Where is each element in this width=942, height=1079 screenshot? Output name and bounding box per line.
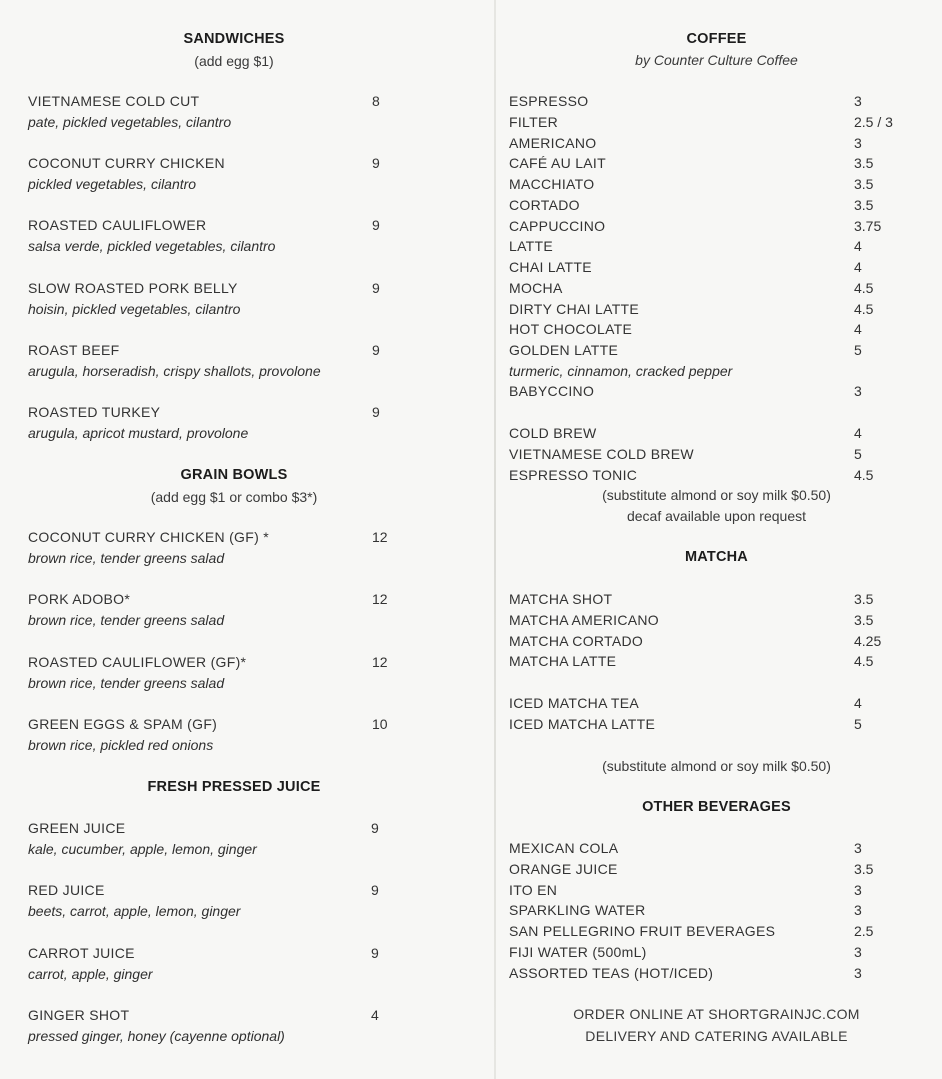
menu-item-price: 9 (372, 217, 380, 234)
menu-item-name: COCONUT CURRY CHICKEN (28, 155, 225, 172)
menu-item-name: MATCHA LATTE (509, 653, 617, 670)
menu-item-name: DIRTY CHAI LATTE (509, 300, 640, 317)
menu-item-name: ROASTED TURKEY (28, 404, 161, 420)
menu-item-price: 3.5 (854, 611, 874, 628)
menu-item-price: 4 (854, 259, 862, 275)
menu-item-name: AMERICANO (509, 134, 597, 151)
menu-item-name: FIJI WATER (500mL) (509, 943, 647, 960)
menu-item-name: ROAST BEEF (28, 341, 120, 358)
menu-item-price: 9 (372, 404, 380, 420)
menu-item-price: 3 (854, 93, 862, 109)
menu-item-price: 5 (854, 715, 862, 732)
menu-item-price: 4.5 (854, 279, 874, 296)
menu-item-name: ESPRESSO TONIC (509, 466, 638, 483)
matcha-heading: MATCHA (685, 549, 748, 565)
menu-item-price: 4.5 (854, 653, 874, 670)
menu-item-name: MACCHIATO (509, 176, 595, 192)
menu-item-description: brown rice, tender greens salad (28, 550, 225, 566)
menu-item-price: 5 (854, 342, 862, 358)
menu-item-description: brown rice, tender greens salad (28, 674, 225, 691)
menu-item-price: 3 (854, 840, 862, 856)
menu-item-description: kale, cucumber, apple, lemon, ginger (28, 841, 257, 857)
menu-item-description: arugula, apricot mustard, provolone (28, 425, 249, 441)
sandwiches-heading: SANDWICHES (183, 31, 285, 47)
menu-item-price: 3.75 (854, 217, 882, 234)
menu-item-price: 4 (854, 425, 862, 441)
menu-item-price: 2.5 (854, 923, 874, 939)
menu-item-price: 9 (371, 820, 379, 836)
menu-item-name: COLD BREW (509, 425, 597, 441)
menu-item-description: hoisin, pickled vegetables, cilantro (28, 300, 241, 317)
menu-item-name: SAN PELLEGRINO FRUIT BEVERAGES (509, 923, 776, 939)
menu-item-name: CAFÉ AU LAIT (509, 155, 606, 172)
coffee-subtitle: by Counter Culture Coffee (635, 52, 798, 68)
menu-item-description: pressed ginger, honey (cayenne optional) (28, 1027, 285, 1044)
menu-item-price: 12 (372, 653, 388, 670)
menu-item-price: 10 (372, 715, 388, 732)
menu-item-price: 9 (372, 341, 380, 358)
menu-item-price: 3 (854, 134, 862, 151)
menu-item-price: 4 (854, 321, 862, 338)
coffee-milk-note: (substitute almond or soy milk $0.50) (602, 487, 831, 503)
grain-bowls-heading: GRAIN BOWLS (180, 467, 288, 483)
menu-item-description: carrot, apple, ginger (28, 965, 153, 982)
menu-item-name: BABYCCINO (509, 383, 595, 399)
menu-item-price: 9 (371, 944, 379, 961)
menu-item-name: VIETNAMESE COLD CUT (28, 93, 200, 109)
menu-item-name: SPARKLING WATER (509, 902, 646, 919)
menu-item-price: 8 (372, 93, 380, 109)
menu-item-name: ORANGE JUICE (509, 860, 618, 877)
menu-item-description: pate, pickled vegetables, cilantro (28, 114, 232, 130)
menu-item-price: 12 (372, 529, 388, 545)
menu-item-description: beets, carrot, apple, lemon, ginger (28, 903, 241, 920)
menu-item-description: salsa verde, pickled vegetables, cilantro (28, 238, 276, 255)
other-beverages-heading: OTHER BEVERAGES (642, 799, 791, 815)
menu-item-price: 3.5 (854, 196, 874, 213)
menu-item-price: 4.5 (854, 300, 874, 317)
menu-item-price: 3 (854, 881, 862, 898)
menu-item-name: CORTADO (509, 196, 580, 213)
menu-item-name: ITO EN (509, 881, 558, 898)
menu-item-name: COCONUT CURRY CHICKEN (GF) * (28, 529, 269, 545)
menu-item-price: 4 (371, 1006, 379, 1023)
menu-item-name: ICED MATCHA TEA (509, 695, 640, 711)
menu-item-name: MATCHA CORTADO (509, 632, 644, 649)
menu-item-name: MATCHA SHOT (509, 591, 613, 607)
menu-item-description: brown rice, pickled red onions (28, 736, 214, 753)
menu-item-name: VIETNAMESE COLD BREW (509, 445, 694, 462)
menu-item-description: brown rice, tender greens salad (28, 612, 225, 629)
order-online-line: ORDER ONLINE AT SHORTGRAINJC.COM (573, 1006, 860, 1022)
menu-item-description: arugula, horseradish, crispy shallots, provolone (28, 362, 321, 379)
menu-item-name: GOLDEN LATTE (509, 342, 619, 358)
menu-item-name: RED JUICE (28, 882, 105, 899)
menu-item-name: MOCHA (509, 279, 563, 296)
menu-item-price: 3 (854, 943, 862, 960)
menu-item-price: 4 (854, 238, 862, 255)
coffee-heading: COFFEE (686, 31, 747, 47)
matcha-milk-note: (substitute almond or soy milk $0.50) (602, 758, 831, 774)
page-fold (494, 0, 496, 1079)
menu-item-price: 4.5 (854, 466, 874, 483)
menu-item-name: LATTE (509, 238, 554, 255)
menu-item-price: 9 (372, 279, 380, 296)
menu-item-price: 9 (372, 155, 380, 172)
menu-item-name: GINGER SHOT (28, 1006, 130, 1023)
menu-item-price: 3 (854, 964, 862, 981)
menu-item-name: ICED MATCHA LATTE (509, 715, 656, 732)
menu-item-name: CARROT JUICE (28, 944, 135, 961)
delivery-catering-line: DELIVERY AND CATERING AVAILABLE (585, 1028, 848, 1044)
menu-item-name: GREEN JUICE (28, 820, 126, 836)
menu-item-description: pickled vegetables, cilantro (28, 176, 197, 193)
menu-item-price: 2.5 / 3 (854, 113, 893, 130)
menu-item-price: 3.5 (854, 155, 874, 172)
menu-item-price: 4 (854, 695, 862, 711)
menu-item-price: 3.5 (854, 591, 874, 607)
golden-latte-desc: turmeric, cinnamon, cracked pepper (509, 363, 733, 379)
menu-item-name: CAPPUCCINO (509, 217, 606, 234)
menu-item-name: MATCHA AMERICANO (509, 611, 660, 628)
menu-item-price: 3 (854, 902, 862, 919)
menu-item-name: FILTER (509, 113, 558, 130)
menu-item-name: HOT CHOCOLATE (509, 321, 633, 338)
sandwiches-note: (add egg $1) (194, 53, 274, 69)
menu-item-name: CHAI LATTE (509, 259, 592, 275)
grain-bowls-note: (add egg $1 or combo $3*) (150, 489, 318, 505)
menu-item-name: SLOW ROASTED PORK BELLY (28, 279, 238, 296)
decaf-note: decaf available upon request (626, 508, 807, 524)
menu-item-name: MEXICAN COLA (509, 840, 619, 856)
menu-item-name: PORK ADOBO* (28, 591, 131, 608)
menu-item-name: ESPRESSO (509, 93, 589, 109)
menu-item-name: ROASTED CAULIFLOWER (GF)* (28, 653, 247, 670)
juice-heading: FRESH PRESSED JUICE (147, 779, 321, 795)
menu-item-price: 9 (371, 882, 379, 899)
menu-item-price: 3.5 (854, 176, 874, 192)
menu-item-price: 3.5 (854, 860, 874, 877)
menu-item-name: GREEN EGGS & SPAM (GF) (28, 715, 218, 732)
menu-item-price: 4.25 (854, 632, 882, 649)
menu-item-price: 5 (854, 445, 862, 462)
menu-item-price: 12 (372, 591, 388, 608)
menu-item-name: ASSORTED TEAS (HOT/ICED) (509, 964, 714, 981)
menu-item-name: ROASTED CAULIFLOWER (28, 217, 207, 234)
menu-item-price: 3 (854, 383, 862, 399)
